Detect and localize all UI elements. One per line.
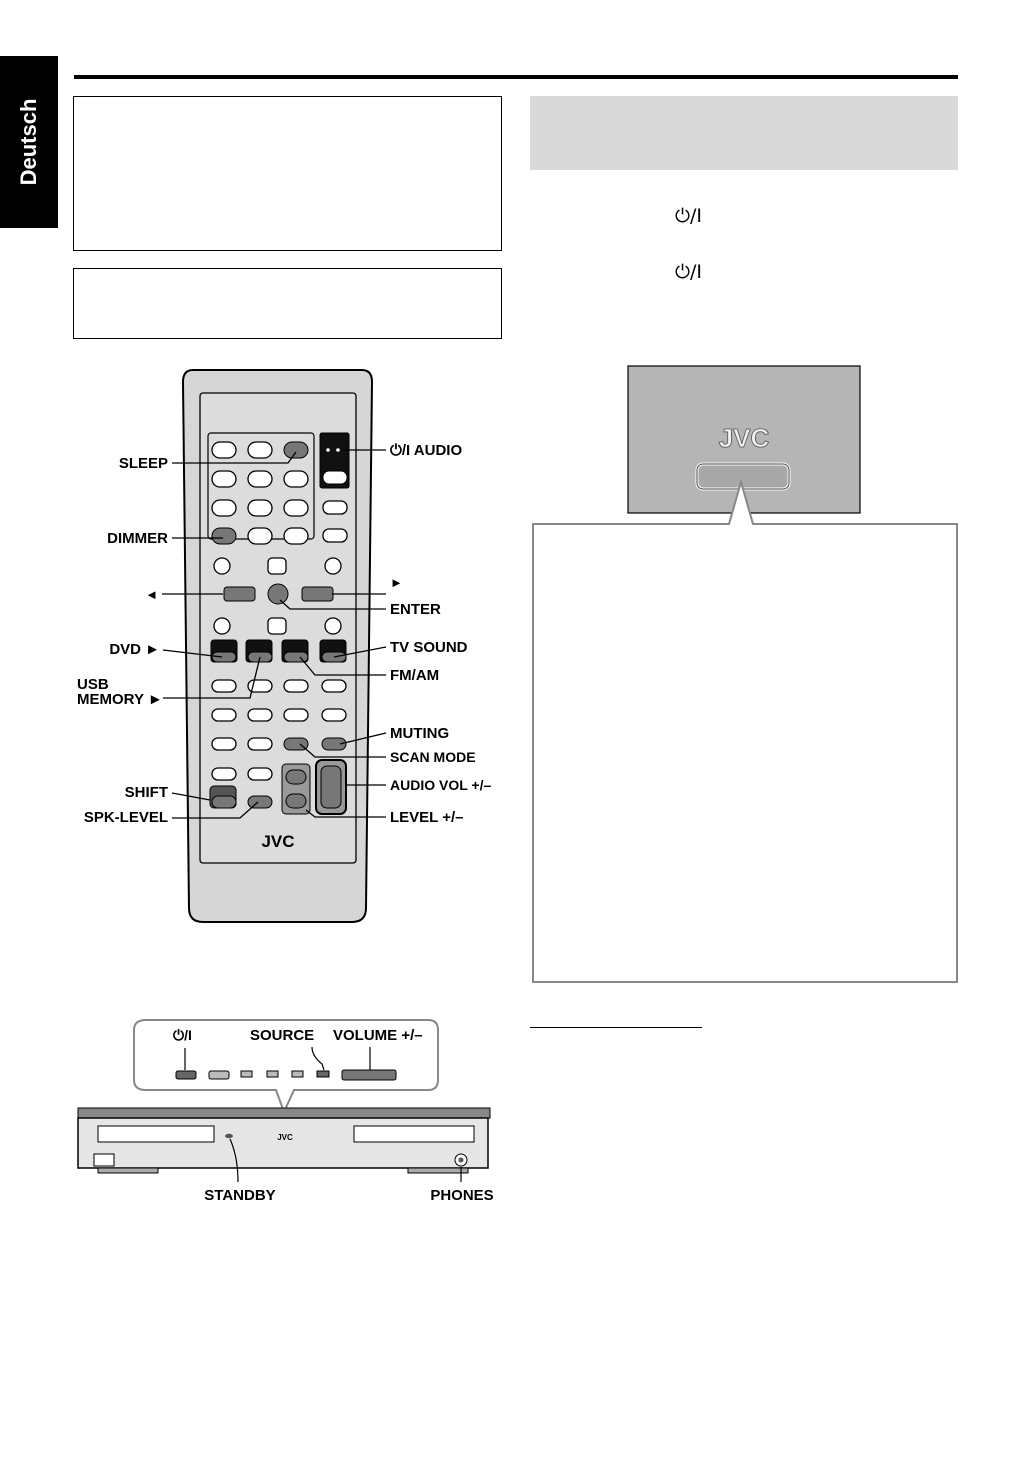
display-brand-logo: JVC — [718, 423, 770, 453]
header-rule — [74, 75, 958, 79]
power-symbol-step-1: ⏻/I — [675, 205, 703, 227]
remote-control-illustration — [60, 360, 510, 935]
front-unit-illustration — [72, 1012, 512, 1212]
front-brand-logo: JVC — [277, 1133, 293, 1142]
disc-tray — [98, 1126, 214, 1142]
left-cursor-button — [224, 587, 255, 601]
sleep-label: SLEEP — [118, 455, 168, 472]
language-tab — [0, 56, 58, 228]
volume-label: VOLUME +/– — [333, 1027, 423, 1044]
audio-button — [323, 471, 347, 484]
memory-label: MEMORY ► — [77, 691, 163, 708]
info-box-1 — [73, 96, 502, 251]
tv-sound-label: TV SOUND — [390, 639, 468, 656]
unit-top-edge — [78, 1108, 490, 1118]
right-cursor-label: ► — [390, 575, 403, 590]
right-cursor-button — [302, 587, 333, 601]
source-button — [317, 1071, 329, 1077]
power-audio-label: ⏻/I AUDIO — [390, 442, 463, 459]
source-label: SOURCE — [250, 1027, 315, 1044]
shift-label: SHIFT — [124, 784, 168, 801]
volume-buttons — [342, 1070, 396, 1080]
spk-level-button — [248, 796, 272, 808]
display-panel-illustration — [525, 360, 965, 990]
enter-button — [268, 584, 288, 604]
language-label: Deutsch — [16, 98, 41, 186]
front-power-button — [176, 1071, 196, 1079]
power-symbol-step-2: ⏻/I — [675, 261, 703, 283]
dvd-label: DVD ► — [109, 641, 160, 658]
standby-led — [225, 1134, 233, 1138]
sleep-button — [284, 442, 308, 458]
muting-label: MUTING — [390, 725, 450, 742]
enter-label: ENTER — [390, 601, 441, 618]
dimmer-button — [212, 528, 236, 544]
front-display — [354, 1126, 474, 1142]
dimmer-label: DIMMER — [107, 530, 168, 547]
left-cursor-label: ◄ — [145, 587, 158, 602]
standby-label: STANDBY — [204, 1187, 276, 1204]
front-power-label: ⏻/I — [173, 1027, 192, 1043]
fm-am-label: FM/AM — [390, 667, 440, 684]
display-window — [697, 464, 789, 489]
scan-mode-label: SCAN MODE — [390, 749, 476, 765]
remote-brand-logo: JVC — [261, 832, 295, 851]
audio-vol-label: AUDIO VOL +/– — [390, 777, 492, 793]
section-heading-block — [530, 96, 958, 170]
usb-label: USB — [77, 676, 109, 693]
phones-label: PHONES — [430, 1187, 494, 1204]
display-callout-box — [533, 482, 957, 982]
info-box-2 — [73, 268, 502, 339]
spk-level-label: SPK-LEVEL — [83, 809, 168, 826]
level-label: LEVEL +/– — [390, 809, 464, 826]
footnote-rule — [530, 1027, 702, 1028]
